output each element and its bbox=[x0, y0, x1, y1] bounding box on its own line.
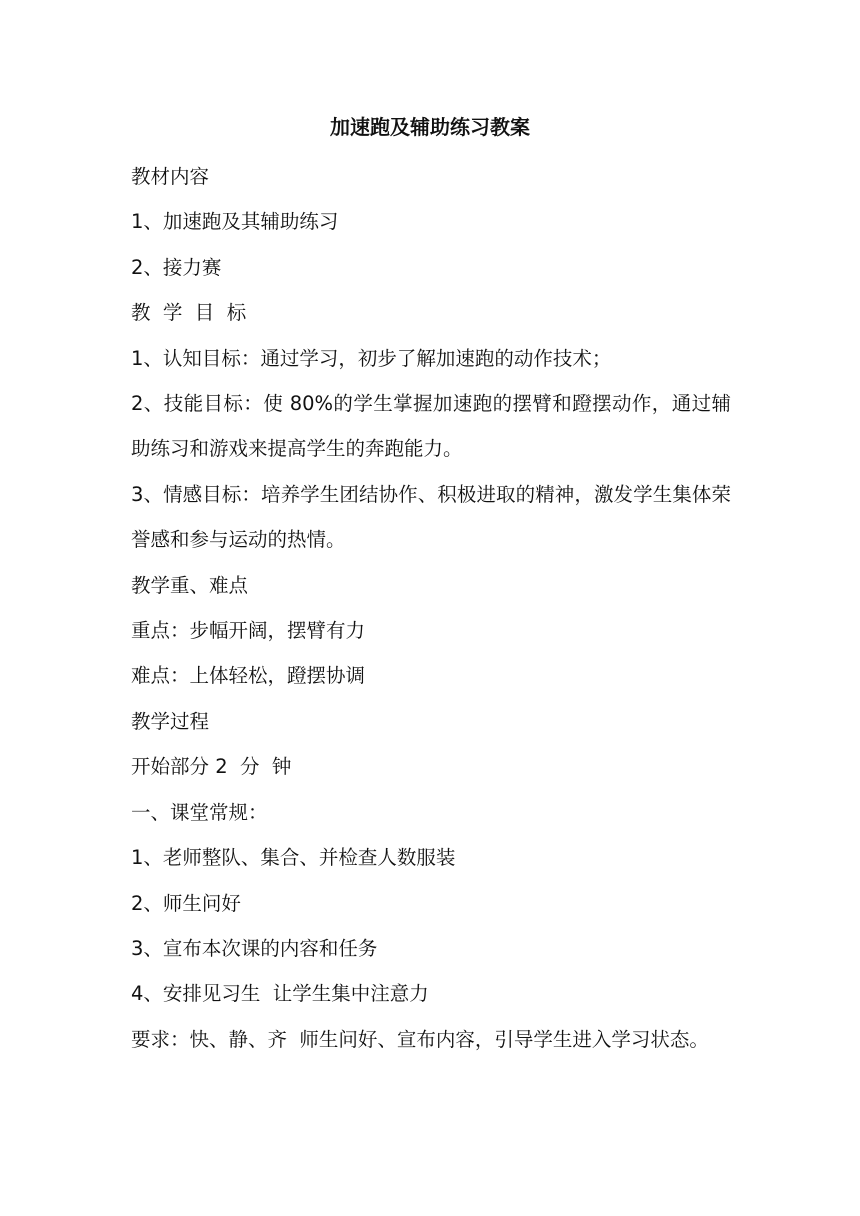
routine-requirements: 要求：快、静、齐 师生问好、宣布内容，引导学生进入学习状态。 bbox=[131, 1027, 709, 1051]
objective-cognitive: 1、认知目标：通过学习，初步了解加速跑的动作技术； bbox=[131, 346, 612, 370]
document-title: 加速跑及辅助练习教案 bbox=[330, 115, 530, 139]
difficult-point: 难点：上体轻松，蹬摆协调 bbox=[131, 664, 366, 688]
objective-affective: 3、情感目标：培养学生团结协作、积极进取的精神，激发学生集体荣誉感和参与运动的热情。 bbox=[131, 482, 731, 552]
document-body bbox=[131, 154, 731, 1062]
materials-item-1: 1、加速跑及其辅助练习 bbox=[131, 210, 339, 234]
routine-item-1: 1、老师整队、集合、并检查人数服装 bbox=[131, 846, 456, 870]
section-heading-objectives: 教 学 目 标 bbox=[131, 301, 247, 325]
process-opening-part: 开始部分 2 分 钟 bbox=[131, 755, 292, 779]
section-heading-process: 教学过程 bbox=[131, 709, 210, 733]
key-point: 重点：步幅开阔，摆臂有力 bbox=[131, 619, 366, 643]
section-heading-key-points: 教学重、难点 bbox=[131, 573, 249, 597]
routine-item-4: 4、安排见习生 让学生集中注意力 bbox=[131, 982, 429, 1006]
materials-item-2: 2、接力赛 bbox=[131, 255, 222, 279]
routine-item-2: 2、师生问好 bbox=[131, 891, 241, 915]
routine-item-3: 3、宣布本次课的内容和任务 bbox=[131, 936, 378, 960]
classroom-routine-heading: 一、课堂常规： bbox=[131, 800, 268, 824]
objective-skill: 2、技能目标：使 80%的学生掌握加速跑的摆臂和蹬摆动作，通过辅助练习和游戏来提高学生的奔跑能力。 bbox=[131, 392, 731, 461]
section-heading-materials: 教材内容 bbox=[131, 165, 210, 188]
